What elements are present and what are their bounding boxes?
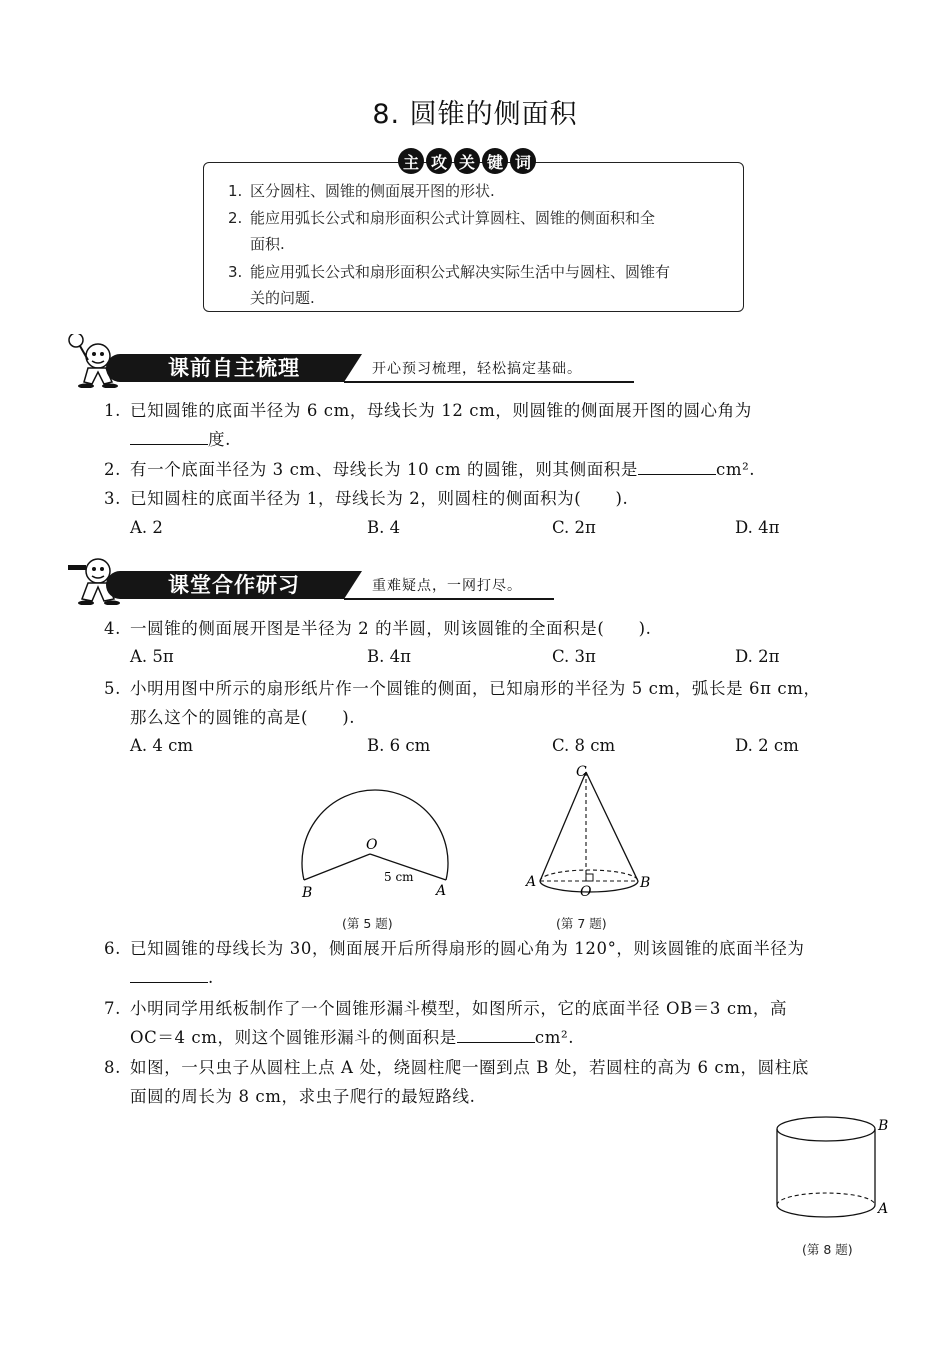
question-number: 2. — [104, 460, 121, 479]
question-5 — [104, 674, 914, 703]
figure-caption-7: (第 7 题) — [556, 916, 607, 931]
question-text: 已知圆锥的底面半径为 6 cm，母线长为 12 cm，则圆锥的侧面展开图的圆心角为 — [130, 401, 752, 420]
answer-blank[interactable] — [457, 1041, 535, 1043]
question-8 — [104, 1053, 914, 1082]
label-b: B — [640, 875, 651, 891]
goal-text: 能应用弧长公式和扇形面积公式解决实际生活中与圆柱、圆锥有 — [250, 263, 671, 281]
question-number: 1. — [104, 401, 121, 420]
question-7 — [104, 994, 914, 1023]
option-c[interactable]: C. 2π — [552, 518, 596, 537]
question-text: 一圆锥的侧面展开图是半径为 2 的半圆，则该圆锥的全面积是( ). — [130, 619, 652, 638]
option-d[interactable]: D. 4π — [735, 518, 780, 537]
cone-slant-right — [586, 772, 638, 881]
badge-char: 攻 — [426, 148, 452, 174]
section-banner-classwork — [62, 565, 662, 605]
option-b[interactable]: B. 4 — [367, 518, 401, 537]
option-d[interactable]: D. 2 cm — [735, 736, 799, 755]
cone-figure — [522, 760, 662, 900]
option-c[interactable]: C. 8 cm — [552, 736, 616, 755]
sector-arc — [302, 790, 448, 880]
question-text-cont: cm². — [716, 460, 756, 479]
badge-char: 主 — [398, 148, 424, 174]
cone-base-back — [540, 870, 638, 881]
goal-number: 1. — [228, 182, 243, 200]
question-text: 已知圆柱的底面半径为 1，母线长为 2，则圆柱的侧面积为( ). — [130, 489, 629, 508]
option-b[interactable]: B. 6 cm — [367, 736, 431, 755]
question-text: 如图，一只虫子从圆柱上点 A 处，绕圆柱爬一圈到点 B 处，若圆柱的高为 6 cm，圆柱底 — [130, 1058, 809, 1077]
label-o: O — [366, 837, 378, 853]
page-title: 8. 圆锥的侧面积 — [372, 99, 578, 130]
question-text: 有一个底面半径为 3 cm、母线长为 10 cm 的圆锥，则其侧面积是 — [130, 460, 638, 479]
question-text-cont: OC＝4 cm，则这个圆锥形漏斗的侧面积是 — [130, 1028, 457, 1047]
section-subtitle: 重难疑点，一网打尽。 — [372, 578, 522, 594]
question-6 — [104, 934, 914, 963]
goal-text: 能应用弧长公式和扇形面积公式计算圆柱、圆锥的侧面积和全 — [250, 209, 656, 227]
cylinder-top — [777, 1117, 875, 1141]
figure-caption-5: (第 5 题) — [342, 916, 393, 931]
question-6-line2 — [130, 963, 214, 992]
option-a[interactable]: A. 2 — [130, 518, 163, 537]
answer-blank[interactable] — [130, 443, 208, 445]
banner-underline — [344, 598, 554, 600]
question-number: 5. — [104, 679, 121, 698]
question-7-line2 — [130, 1023, 574, 1052]
question-1-line2 — [130, 425, 231, 454]
option-a[interactable]: A. 4 cm — [130, 736, 194, 755]
section-title: 课堂合作研习 — [106, 571, 344, 599]
label-b: B — [302, 885, 313, 901]
goal-text: 区分圆柱、圆锥的侧面展开图的形状. — [250, 182, 495, 200]
option-c[interactable]: C. 3π — [552, 647, 596, 666]
question-number: 4. — [104, 619, 121, 638]
cylinder-figure — [768, 1112, 898, 1227]
goal-text-cont: 关的问题. — [250, 289, 315, 307]
question-2 — [104, 455, 894, 484]
section-subtitle: 开心预习梳理，轻松搞定基础。 — [372, 361, 582, 377]
label-a: A — [526, 874, 537, 890]
banner-underline — [344, 381, 634, 383]
question-number: 8. — [104, 1058, 121, 1077]
question-text: 已知圆锥的母线长为 30，侧面展开后所得扇形的圆心角为 120°，则该圆锥的底面半径为 — [130, 939, 805, 958]
option-a[interactable]: A. 5π — [130, 647, 174, 666]
label-a: A — [436, 883, 447, 899]
goal-number: 3. — [228, 263, 243, 281]
sector-figure — [290, 785, 460, 905]
question-text-cont: cm². — [534, 1028, 575, 1047]
label-radius: 5 cm — [384, 870, 414, 884]
question-number: 7. — [104, 999, 121, 1018]
section-banner-preview — [62, 348, 662, 388]
label-c: C — [576, 764, 587, 780]
question-3 — [104, 484, 894, 513]
badge-char: 键 — [482, 148, 508, 174]
answer-blank[interactable] — [130, 981, 208, 983]
question-text: 小明同学用纸板制作了一个圆锥形漏斗模型，如图所示，它的底面半径 OB＝3 cm，高 — [130, 999, 788, 1018]
question-1 — [104, 396, 894, 425]
goal-3 — [228, 259, 738, 311]
sector-radius-ob — [304, 854, 370, 880]
question-8-line2: 面圆的周长为 8 cm，求虫子爬行的最短路线. — [130, 1087, 476, 1106]
right-angle-mark — [586, 874, 593, 881]
goal-text-cont: 面积. — [250, 235, 285, 253]
banner-wedge — [344, 354, 362, 382]
cylinder-base-front — [777, 1205, 875, 1217]
label-o: O — [580, 884, 592, 900]
figure-caption-8: (第 8 题) — [802, 1242, 853, 1257]
question-text-cont: . — [208, 968, 214, 987]
option-d[interactable]: D. 2π — [735, 647, 780, 666]
question-4 — [104, 614, 894, 643]
question-number: 3. — [104, 489, 121, 508]
option-b[interactable]: B. 4π — [367, 647, 411, 666]
banner-wedge — [344, 571, 362, 599]
section-title: 课前自主梳理 — [106, 354, 344, 382]
goal-1 — [228, 178, 728, 204]
label-a: A — [878, 1201, 889, 1217]
question-number: 6. — [104, 939, 121, 958]
cone-slant-left — [540, 772, 586, 881]
goal-number: 2. — [228, 209, 243, 227]
question-text: 小明用图中所示的扇形纸片作一个圆锥的侧面，已知扇形的半径为 5 cm，弧长是 6π cm， — [130, 679, 821, 698]
badge-char: 关 — [454, 148, 480, 174]
answer-blank[interactable] — [638, 473, 716, 475]
question-text-cont: 度. — [208, 430, 231, 449]
goal-2 — [228, 205, 738, 257]
cylinder-base-back — [777, 1193, 875, 1205]
badge-char: 词 — [510, 148, 536, 174]
question-5-line2: 那么这个的圆锥的高是( ). — [130, 708, 356, 727]
label-b: B — [878, 1118, 889, 1134]
key-goals-badge — [398, 148, 536, 174]
